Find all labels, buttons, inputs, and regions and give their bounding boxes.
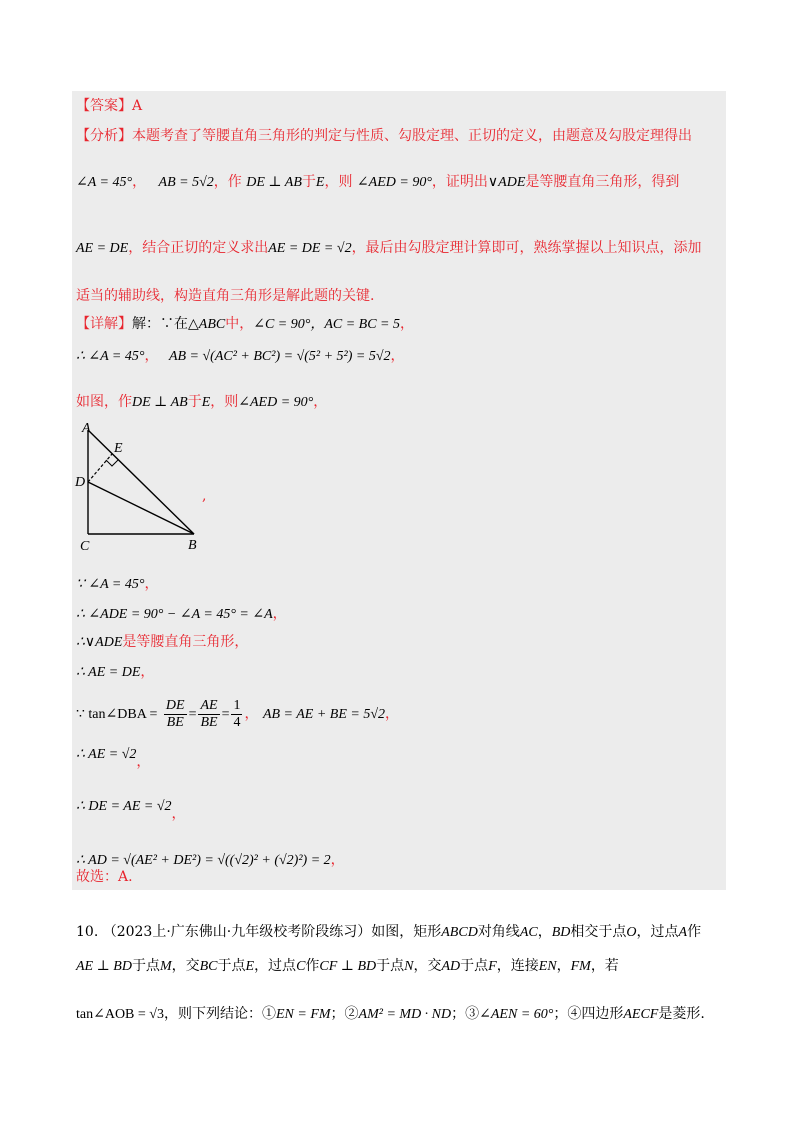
text: ，过点 [254, 958, 297, 974]
analysis-line-1 [76, 126, 692, 146]
math: AE ⊥ BD [76, 959, 132, 974]
answer-tag: 【答案】 [76, 98, 132, 114]
text: ，连接 [496, 958, 539, 974]
text: 于点 [460, 958, 489, 974]
math: FM [570, 959, 591, 974]
math-ad: ∴ AD = √(AE² + DE²) = √((√2)² + (√2)²) = 2 [76, 853, 331, 868]
math: tan∠AOB = √3 [76, 1007, 164, 1022]
text: 于点 [376, 958, 405, 974]
math: C [296, 959, 306, 974]
label-d: D [75, 475, 86, 490]
math-because-a-45: ∵ ∠A = 45° [76, 577, 145, 592]
label-c: C [80, 539, 90, 554]
math: EN = FM [275, 1007, 331, 1022]
math: EN [538, 959, 557, 974]
math-ae-de-root2: AE = DE = √2 [268, 241, 352, 256]
text: 作 [305, 958, 320, 974]
detail-line-5: ∴ ∠ADE = 90° − ∠A = 45° = ∠A， [76, 606, 287, 622]
math-ab-root: AB = √(AC² + BC²) = √(5² + 5²) = 5√2 [168, 349, 391, 364]
detail-line-7: ∴ AE = DE， [76, 664, 155, 680]
math-ae-de: AE = DE [76, 241, 129, 256]
text: 于点 [131, 958, 160, 974]
fraction-de-be [164, 698, 187, 731]
math-given: ∠C = 90°，AC = BC = 5 [253, 317, 401, 332]
numerator: 1 [233, 697, 241, 713]
detail-line-12 [76, 867, 133, 887]
math-tan-dba: ∵ tan∠DBA = [76, 707, 158, 722]
detail-line-11: ∴ AD = √(AE² + DE²) = √((√2)² + (√2)²) = 2， [76, 852, 345, 868]
math: ABCD [441, 925, 478, 940]
math: AC [519, 925, 538, 940]
detail-line-3: 如图，作DE ⊥ AB于E，则∠AED = 90°， [76, 394, 328, 410]
detail-text: 解：∵在 [132, 316, 188, 332]
analysis-text: ，作 [213, 174, 242, 190]
label-a: A [82, 421, 91, 436]
detail-text: 于 [187, 394, 202, 410]
math-de-root2: ∴ DE = AE = √2 [76, 799, 172, 814]
fraction-ae-be [198, 698, 219, 731]
detail-text: ，则 [210, 394, 239, 410]
math: ∠AEN = 60° [479, 1007, 554, 1022]
math-aed: ∠AED = 90° [356, 175, 432, 190]
math-e: E [201, 395, 211, 410]
detail-line-6 [76, 632, 248, 653]
math: N [404, 959, 414, 974]
detail-line-9: ∴ AE = √2， [76, 747, 151, 770]
detail-line-1 [76, 314, 414, 335]
detail-line-10: ∴ DE = AE = √2， [76, 799, 186, 822]
analysis-text: ，证明出 [431, 174, 488, 190]
text: 作 [687, 924, 702, 940]
analysis-text: ，最后由勾股定理计算即可，熟练掌握以上知识点，添加 [351, 240, 702, 256]
text: ；④四边形 [553, 1006, 624, 1022]
analysis-line-4 [76, 286, 374, 306]
text: ， [556, 958, 571, 974]
denominator: 4 [233, 714, 241, 730]
text: ，交 [171, 958, 200, 974]
analysis-text: 是等腰直角三角形，得到 [525, 174, 680, 190]
analysis-text-4: 适当的辅助线，构造直角三角形是解此题的关键. [76, 288, 375, 304]
answer-line [76, 96, 142, 116]
detail-text: 是等腰直角三角形， [122, 634, 249, 650]
label-b: B [188, 538, 197, 553]
math-ab-sum: AB = AE + BE = 5√2 [262, 707, 386, 722]
question-line-3 [76, 1004, 705, 1025]
analysis-tag: 【分析】 [76, 128, 132, 144]
analysis-text: 于 [301, 174, 316, 190]
detail-line-2: ∴ ∠A = 45°， AB = √(AC² + BC²) = √(5² + 5²) = 5√2， [76, 348, 405, 364]
detail-text: ， [400, 316, 415, 332]
text: ， [537, 924, 552, 940]
numerator: DE [165, 697, 185, 713]
math-de-perp: DE ⊥ AB [246, 175, 302, 190]
math: BC [199, 959, 218, 974]
text: 相交于点 [570, 924, 627, 940]
math-ade-triangle: ∴∨ADE [76, 635, 123, 650]
text: ，若 [590, 958, 619, 974]
segment-de [88, 454, 112, 482]
detail-tag: 【详解】 [76, 316, 132, 332]
text: ；③ [451, 1006, 480, 1022]
label-comma: , [202, 488, 207, 504]
choice-text: 故选：A. [76, 869, 133, 885]
math: AD [441, 959, 461, 974]
analysis-line-2: ∠A = 45°， AB = 5√2，作 DE ⊥ AB于E，则 ∠AED = 90°，证明出∨ADE是等腰直角三角形，得到 [76, 174, 680, 190]
segment-db [88, 482, 194, 534]
triangle-diagram [72, 420, 232, 555]
detail-line-4: ∵ ∠A = 45°， [76, 576, 159, 592]
math: M [159, 959, 172, 974]
math-angle-a: ∠A = 45° [76, 175, 133, 190]
analysis-line-3 [76, 238, 702, 259]
question-line-2 [76, 956, 619, 977]
text: ，过点 [636, 924, 679, 940]
text: 是菱形. [658, 1006, 705, 1022]
math-angle-a-45: ∴ ∠A = 45° [76, 349, 145, 364]
right-angle-mark [106, 460, 118, 466]
label-e: E [114, 441, 123, 456]
numerator: AE [200, 697, 218, 713]
math: E [245, 959, 255, 974]
analysis-text: ，结合正切的定义求出 [128, 240, 269, 256]
answer-value: A [132, 98, 143, 114]
math: A [678, 925, 688, 940]
math-ae-root2: ∴ AE = √2 [76, 747, 137, 762]
math: O [626, 925, 637, 940]
math: AM² = MD · ND [358, 1007, 452, 1022]
question-intro: 10. （2023上·广东佛山·九年级校考阶段练习）如图，矩形 [76, 924, 442, 940]
math-e: E [315, 175, 325, 190]
denominator: BE [166, 714, 184, 730]
math-ade: ∨ADE [487, 175, 526, 190]
math: F [488, 959, 497, 974]
math-ab: AB = 5√2 [158, 175, 214, 190]
text: 对角线 [477, 924, 520, 940]
detail-line-8: ∵ tan∠DBA = $\frac{DE}{BE}$ = $\frac{AE}{BE}$ = $\frac{1}{4}$ ， AB = AE + BE = 5√2， [76, 697, 400, 730]
question-line-1 [76, 922, 701, 943]
text: ；② [330, 1006, 359, 1022]
denominator: BE [200, 714, 218, 730]
text: ，则下列结论：① [163, 1006, 276, 1022]
math: AECF [623, 1007, 659, 1022]
math-aed-90: ∠AED = 90° [238, 395, 314, 410]
detail-text: 如图，作 [76, 394, 132, 410]
math: BD [551, 925, 571, 940]
detail-text: 中， [225, 316, 254, 332]
segment-ab [88, 430, 194, 534]
math-ade-45: ∴ ∠ADE = 90° − ∠A = 45° = ∠A [76, 607, 273, 622]
text: ，交 [413, 958, 442, 974]
analysis-text-1: 本题考查了等腰直角三角形的判定与性质、勾股定理、正切的定义，由题意及勾股定理得出 [132, 128, 692, 144]
math-de-perp-ab: DE ⊥ AB [132, 395, 188, 410]
math: CF ⊥ BD [319, 959, 377, 974]
text: 于点 [217, 958, 246, 974]
math-ae-eq-de: ∴ AE = DE [76, 665, 141, 680]
math-triangle-abc: △ABC [188, 317, 226, 332]
fraction-one-quarter [231, 698, 242, 731]
analysis-text: ，则 [324, 174, 353, 190]
